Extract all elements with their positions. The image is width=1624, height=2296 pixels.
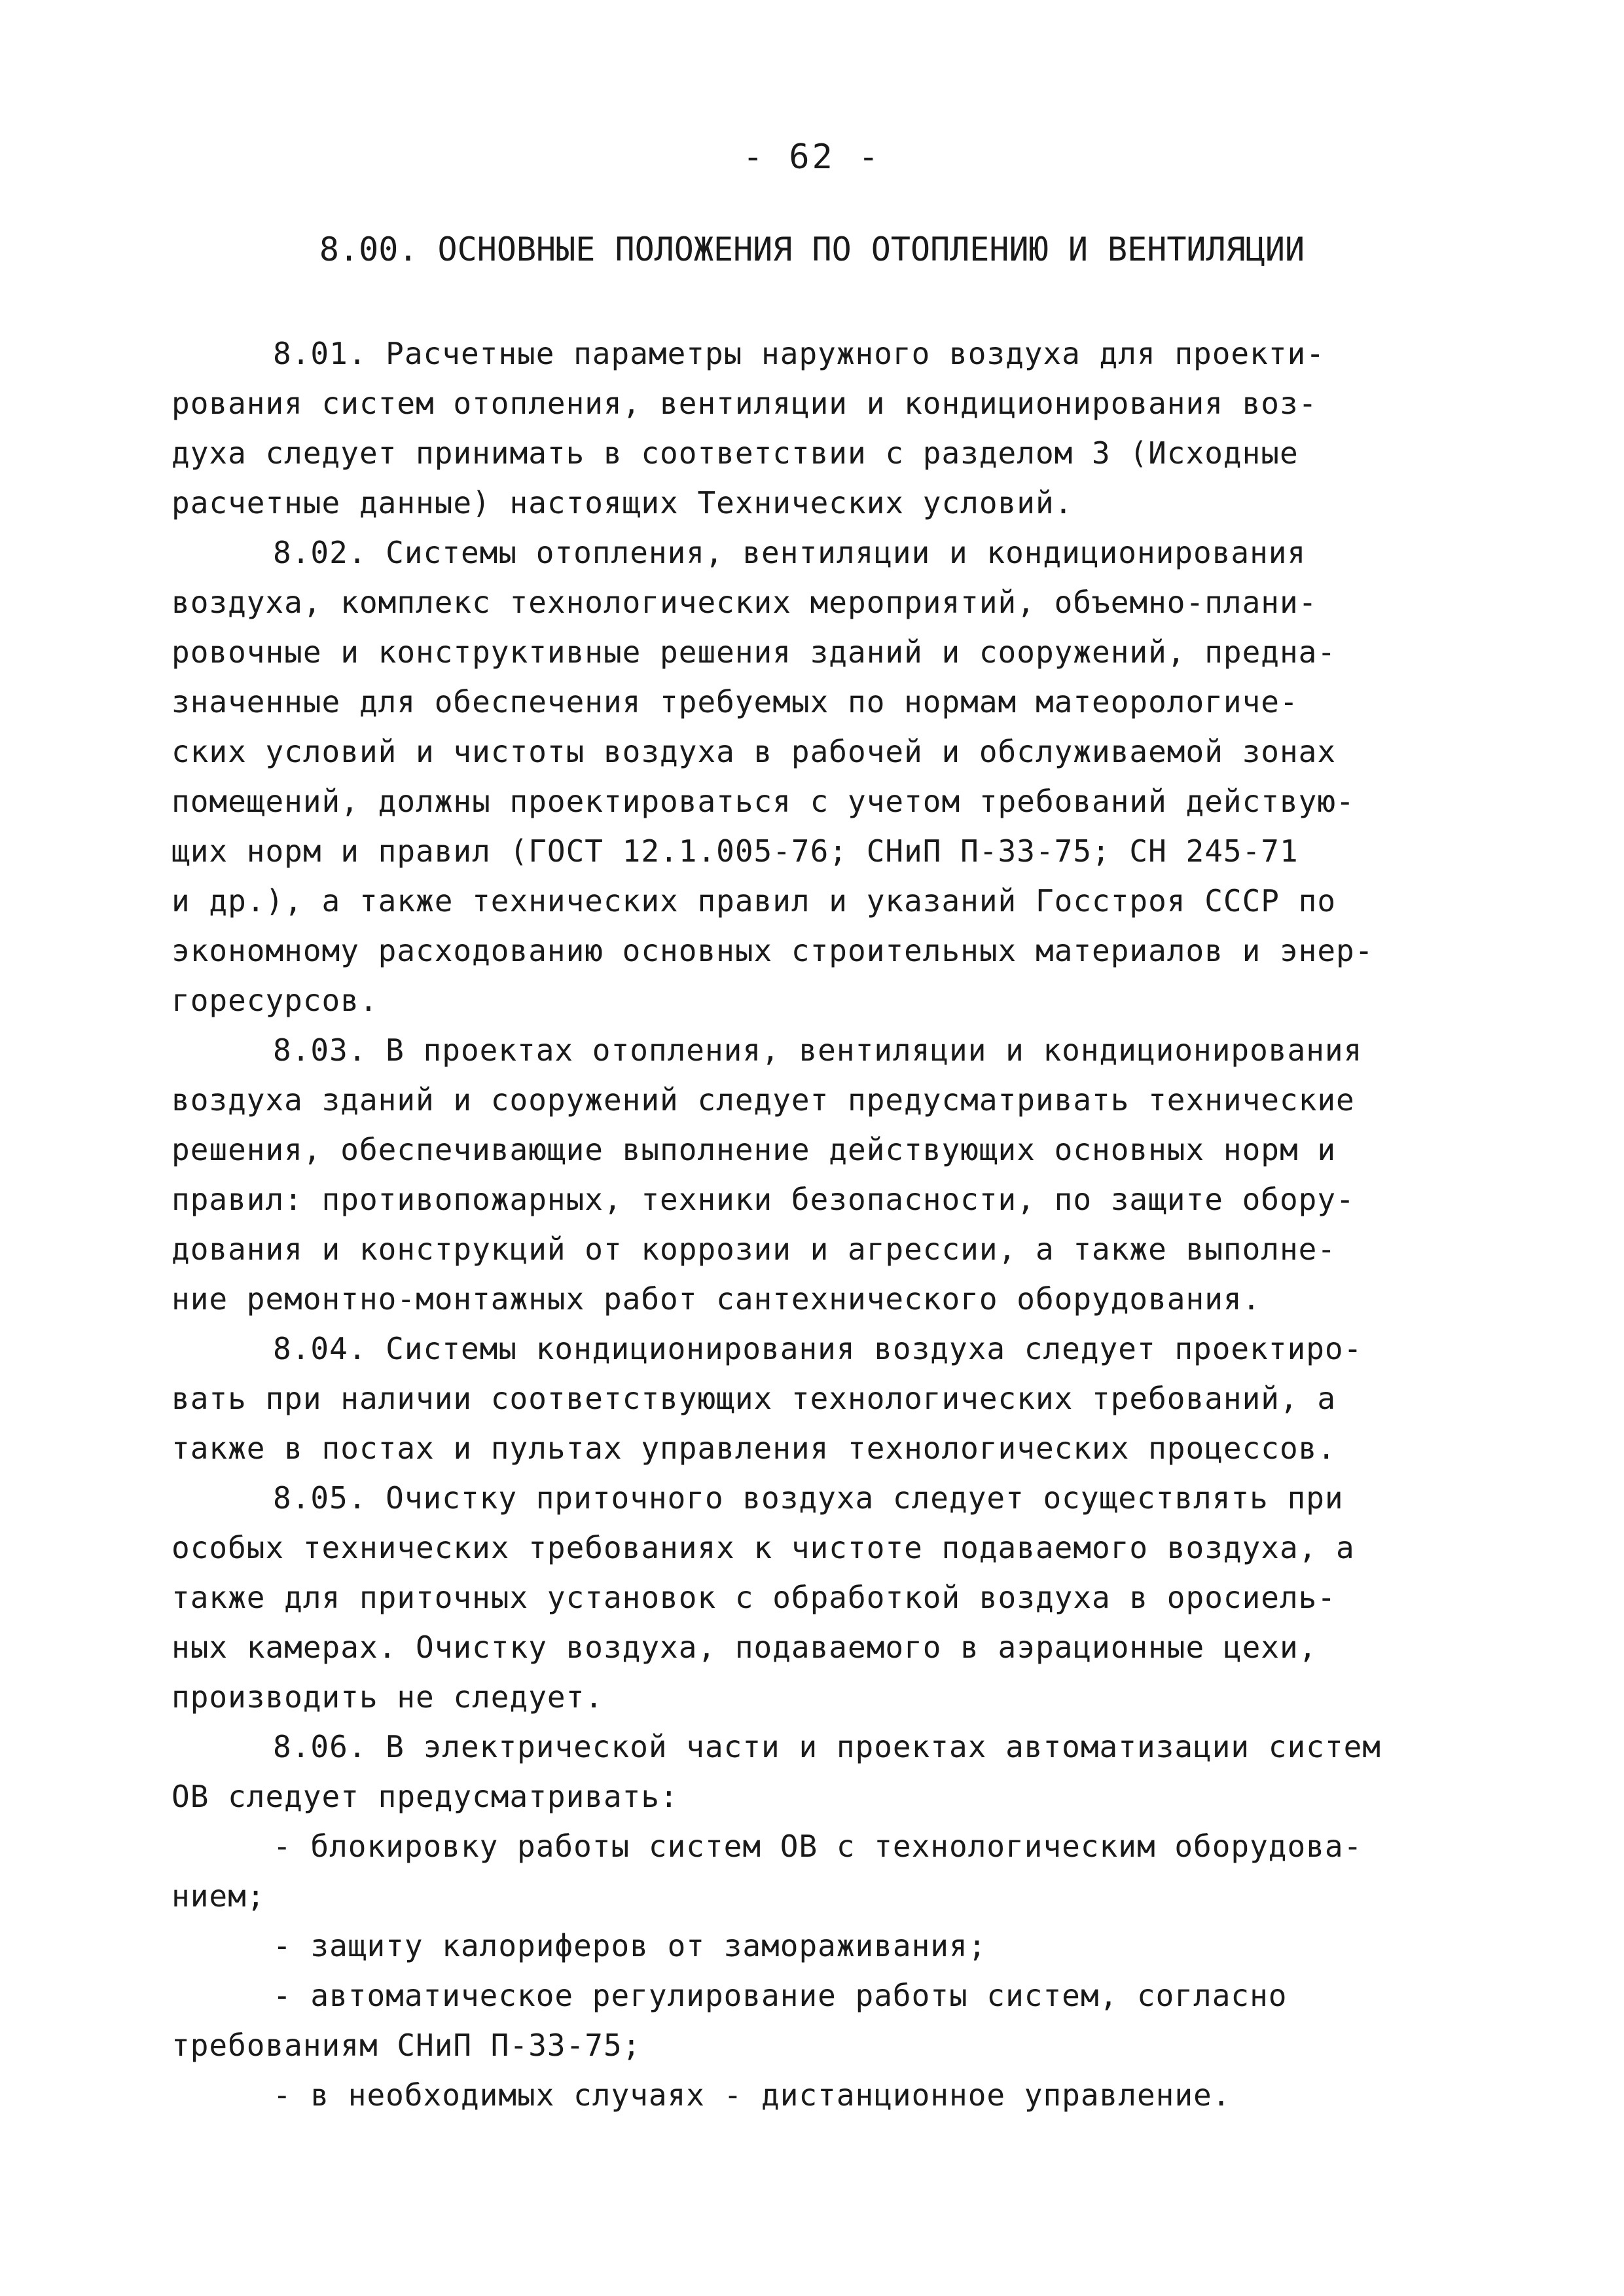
body-text [171,329,1481,2120]
text-line: 8.02. Системы отопления, вентиляции и кондиционирования [273,535,1307,570]
text-line: 8.06. В электрической части и проектах автоматизации систем [273,1729,1381,1764]
text-line: также для приточных установок с обработкой воздуха в оросиель- [171,1580,1337,1615]
text-line: ровочные и конструктивные решения зданий и сооружений, предна- [171,634,1337,670]
text-line: расчетные данные) настоящих Технических условий. [171,485,1074,520]
text-line: значенные для обеспечения требуемых по нормам матеорологиче- [171,684,1299,720]
text-line: - автоматическое регулирование работы систем, согласно [273,1978,1288,2013]
text-line: горесурсов. [171,983,378,1018]
text-line: правил: противопожарных, техники безопасности, по защите обору- [171,1182,1355,1217]
text-line: требованиям СНиП П-33-75; [171,2028,641,2063]
text-line: рования систем отопления, вентиляции и кондиционирования воз- [171,386,1318,421]
text-line: ОВ следует предусматривать: [171,1779,679,1814]
text-line: особых технических требованиях к чистоте подаваемого воздуха, а [171,1530,1355,1565]
text-line: щих норм и правил (ГОСТ 12.1.005-76; СНиП П-33-75; СН 245-71 [171,833,1299,869]
text-line: ных камерах. Очистку воздуха, подаваемого в аэрационные цехи, [171,1630,1318,1665]
text-line: также в постах и пультах управления технологических процессов. [171,1430,1337,1466]
page-number: - 62 - [742,137,882,177]
text-line: 8.05. Очистку приточного воздуха следует осуществлять при [273,1480,1344,1516]
text-line: вать при наличии соответствующих технологических требований, а [171,1381,1337,1416]
text-line: нием; [171,1878,266,1914]
text-line: - блокировку работы систем ОВ с технологическим оборудова- [273,1829,1363,1864]
text-line: 8.01. Расчетные параметры наружного воздуха для проекти- [273,336,1325,371]
text-line: ние ремонтно-монтажных работ сантехнического оборудования. [171,1281,1261,1317]
text-line: 8.03. В проектах отопления, вентиляции и кондиционирования [273,1032,1363,1068]
text-line: воздуха зданий и сооружений следует предусматривать технические [171,1082,1355,1118]
text-line: духа следует принимать в соответствии с разделом 3 (Исходные [171,435,1299,471]
text-line: экономному расходованию основных строительных материалов и энер- [171,933,1374,968]
text-line: и др.), а также технических правил и указаний Госстроя СССР по [171,883,1337,919]
text-line: помещений, должны проектироваться с учетом требований действую- [171,784,1355,819]
text-line: решения, обеспечивающие выполнение действующих основных норм и [171,1132,1337,1167]
text-line: производить не следует. [171,1679,604,1715]
text-line: 8.04. Системы кондиционирования воздуха следует проектиро- [273,1331,1363,1366]
section-heading: 8.00. ОСНОВНЫЕ ПОЛОЖЕНИЯ ПО ОТОПЛЕНИЮ И ВЕНТИЛЯЦИИ [319,230,1305,268]
text-line: воздуха, комплекс технологических мероприятий, объемно-плани- [171,585,1318,620]
text-line: - защиту калориферов от замораживания; [273,1928,987,1963]
text-line: дования и конструкций от коррозии и агрессии, а также выполне- [171,1231,1337,1267]
text-line: - в необходимых случаях - дистанционное управление. [273,2077,1231,2113]
text-line: ских условий и чистоты воздуха в рабочей и обслуживаемой зонах [171,734,1337,769]
